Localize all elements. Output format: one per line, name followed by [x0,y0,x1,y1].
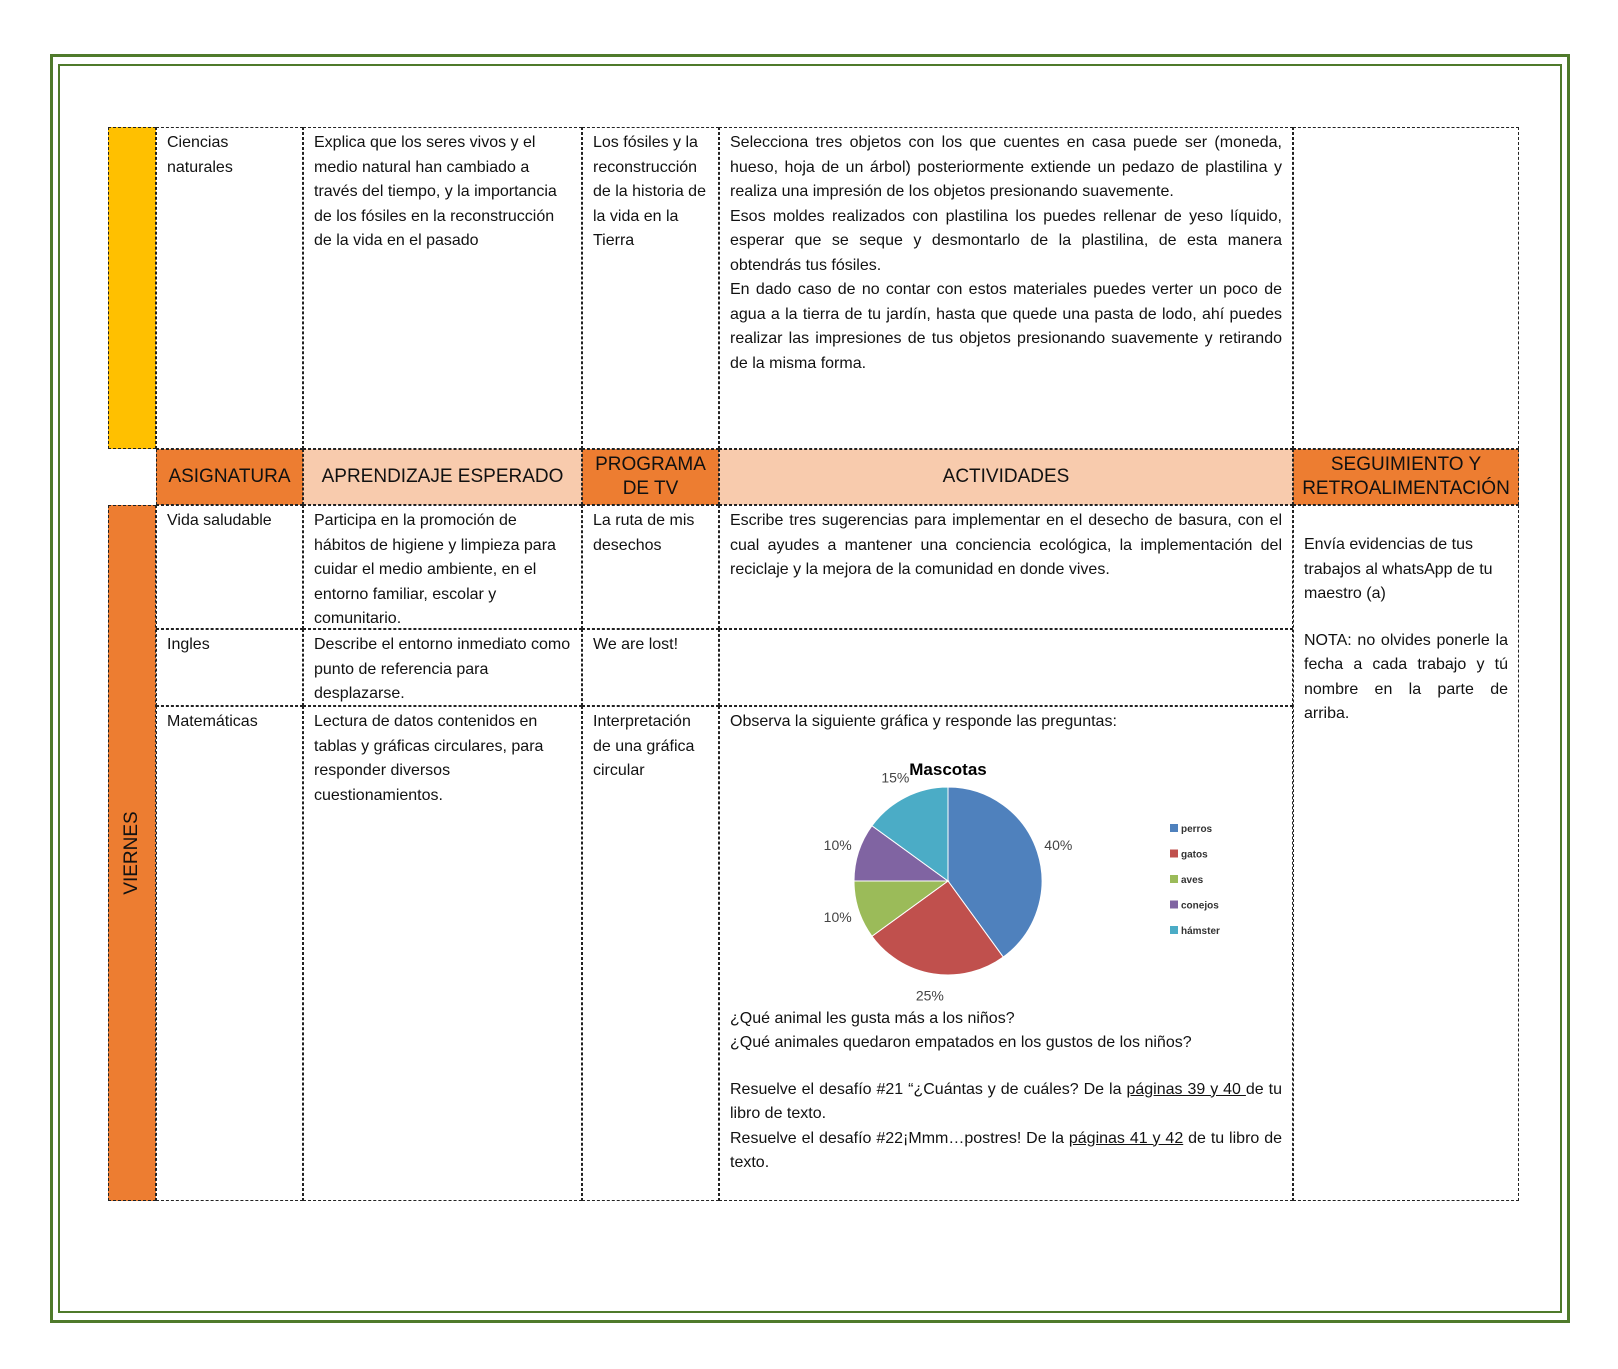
day-label: VIERNES [121,811,142,895]
legend-swatch-aves [1170,875,1178,883]
row1-learning-cell: Participa en la promoción de hábitos de higiene y limpieza para cuidar el medio ambiente, en el entorno familiar, escolar y comunitario. [303,505,582,629]
top-activity-1: Selecciona tres objetos con los que cuentes en casa puede ser (moneda, hueso, hoja de un árbol) posteriormente extiende un pedazo de plastilina y realiza una impresión de los objetos presionando suavemente. [730,134,1282,200]
row2-program-cell: We are lost! [582,629,719,706]
legend-label-aves: aves [1181,874,1204,886]
row3-program-cell: Interpretación de una gráfica circular [582,706,719,1201]
pie-chart [720,735,1272,1007]
challenge-21-pages: páginas 39 y 40 [1126,1080,1246,1098]
top-activities-cell [719,127,1293,449]
top-learning-cell [303,127,582,449]
pie-label-hámster: 15% [881,769,910,786]
row1-activities-cell: Escribe tres sugerencias para implementar en el desecho de basura, con el cual ayudes a mantener una conciencia ecológica, la implementación del reciclaje y la mejora de la comunidad en donde vives. [719,505,1293,629]
top-program: Los fósiles y la reconstrucción de la historia de la vida en la Tierra [593,134,706,249]
row3-activities-cell [719,706,1293,1201]
top-activity-3: En dado caso de no contar con estos materiales puedes verter un poco de agua a la tierra de tu jardín, hasta que quede una pasta de lodo, ahí puedes realizar las impresiones de tus objetos presionando suavemente y retirando de la misma forma. [730,281,1282,372]
pie-label-gatos: 25% [915,987,944,1004]
header-program: PROGRAMA DE TV [582,449,719,505]
row1-subject-cell: Vida saludable [156,505,303,629]
top-program-cell [582,127,719,449]
day-bar-top [108,127,156,449]
header-learning: APRENDIZAJE ESPERADO [303,449,582,505]
challenge-22-pages: páginas 41 y 42 [1068,1129,1184,1147]
legend-label-perros: perros [1181,823,1213,835]
header-followup: SEGUIMIENTO Y RETROALIMENTACIÓN [1293,449,1519,505]
legend-label-hámster: hámster [1181,925,1220,937]
row3-learning-cell: Lectura de datos contenidos en tablas y gráficas circulares, para responder diversos cuestionamientos. [303,706,582,1201]
row1-program-cell: La ruta de mis desechos [582,505,719,629]
chart-title: Mascotas [909,759,987,779]
followup-evidence: Envía evidencias de tus trabajos al whatsApp de tu maestro (a) [1304,536,1493,602]
row2-activities-cell [719,629,1293,706]
top-activity-2: Esos moldes realizados con plastilina los puedes rellenar de yeso líquido, esperar que se seque y desmontarlo de la plastilina, de esta manera obtendrás tus fósiles. [730,207,1282,274]
row2-learning-cell: Describe el entorno inmediato como punto de referencia para desplazarse. [303,629,582,706]
header-activities: ACTIVIDADES [719,449,1293,505]
legend-label-conejos: conejos [1181,900,1219,911]
legend-swatch-hámster [1170,926,1178,934]
pie-label-conejos: 10% [823,836,852,853]
row3-subject-cell: Matemáticas [156,706,303,1201]
legend-label-gatos: gatos [1181,849,1208,860]
header-subject: ASIGNATURA [156,449,303,505]
challenge-22: Resuelve el desafío #22¡Mmm…postres! De la páginas 41 y 42 de tu libro de texto. [730,1129,1282,1171]
legend-swatch-perros [1170,824,1178,832]
top-followup-cell [1293,127,1519,449]
row2-subject-cell: Ingles [156,629,303,706]
followup-cell [1293,505,1519,1201]
question-1: ¿Qué animal les gusta más a los niños? [730,1009,1015,1027]
day-bar-viernes [108,505,156,1201]
top-learning: Explica que los seres vivos y el medio natural han cambiado a través del tiempo, y la importancia de los fósiles en la reconstrucción de la vida en el pasado [314,134,557,249]
chart-intro: Observa la siguiente gráfica y responde las preguntas: [730,713,1117,730]
challenge-21: Resuelve el desafío #21 “¿Cuántas y de cuáles? De la páginas 39 y 40 de tu libro de texto. [730,1080,1283,1122]
legend-swatch-gatos [1170,849,1178,857]
question-2: ¿Qué animales quedaron empatados en los gustos de los niños? [730,1034,1192,1051]
pie-label-aves: 10% [823,908,852,925]
legend-swatch-conejos [1170,900,1178,908]
top-subject-cell [156,127,303,449]
pie-label-perros: 40% [1044,836,1073,853]
top-subject: Ciencias naturales [167,134,233,176]
followup-note: NOTA: no olvides ponerle la fecha a cada trabajo y tú nombre en la parte de arriba. [1304,631,1508,722]
